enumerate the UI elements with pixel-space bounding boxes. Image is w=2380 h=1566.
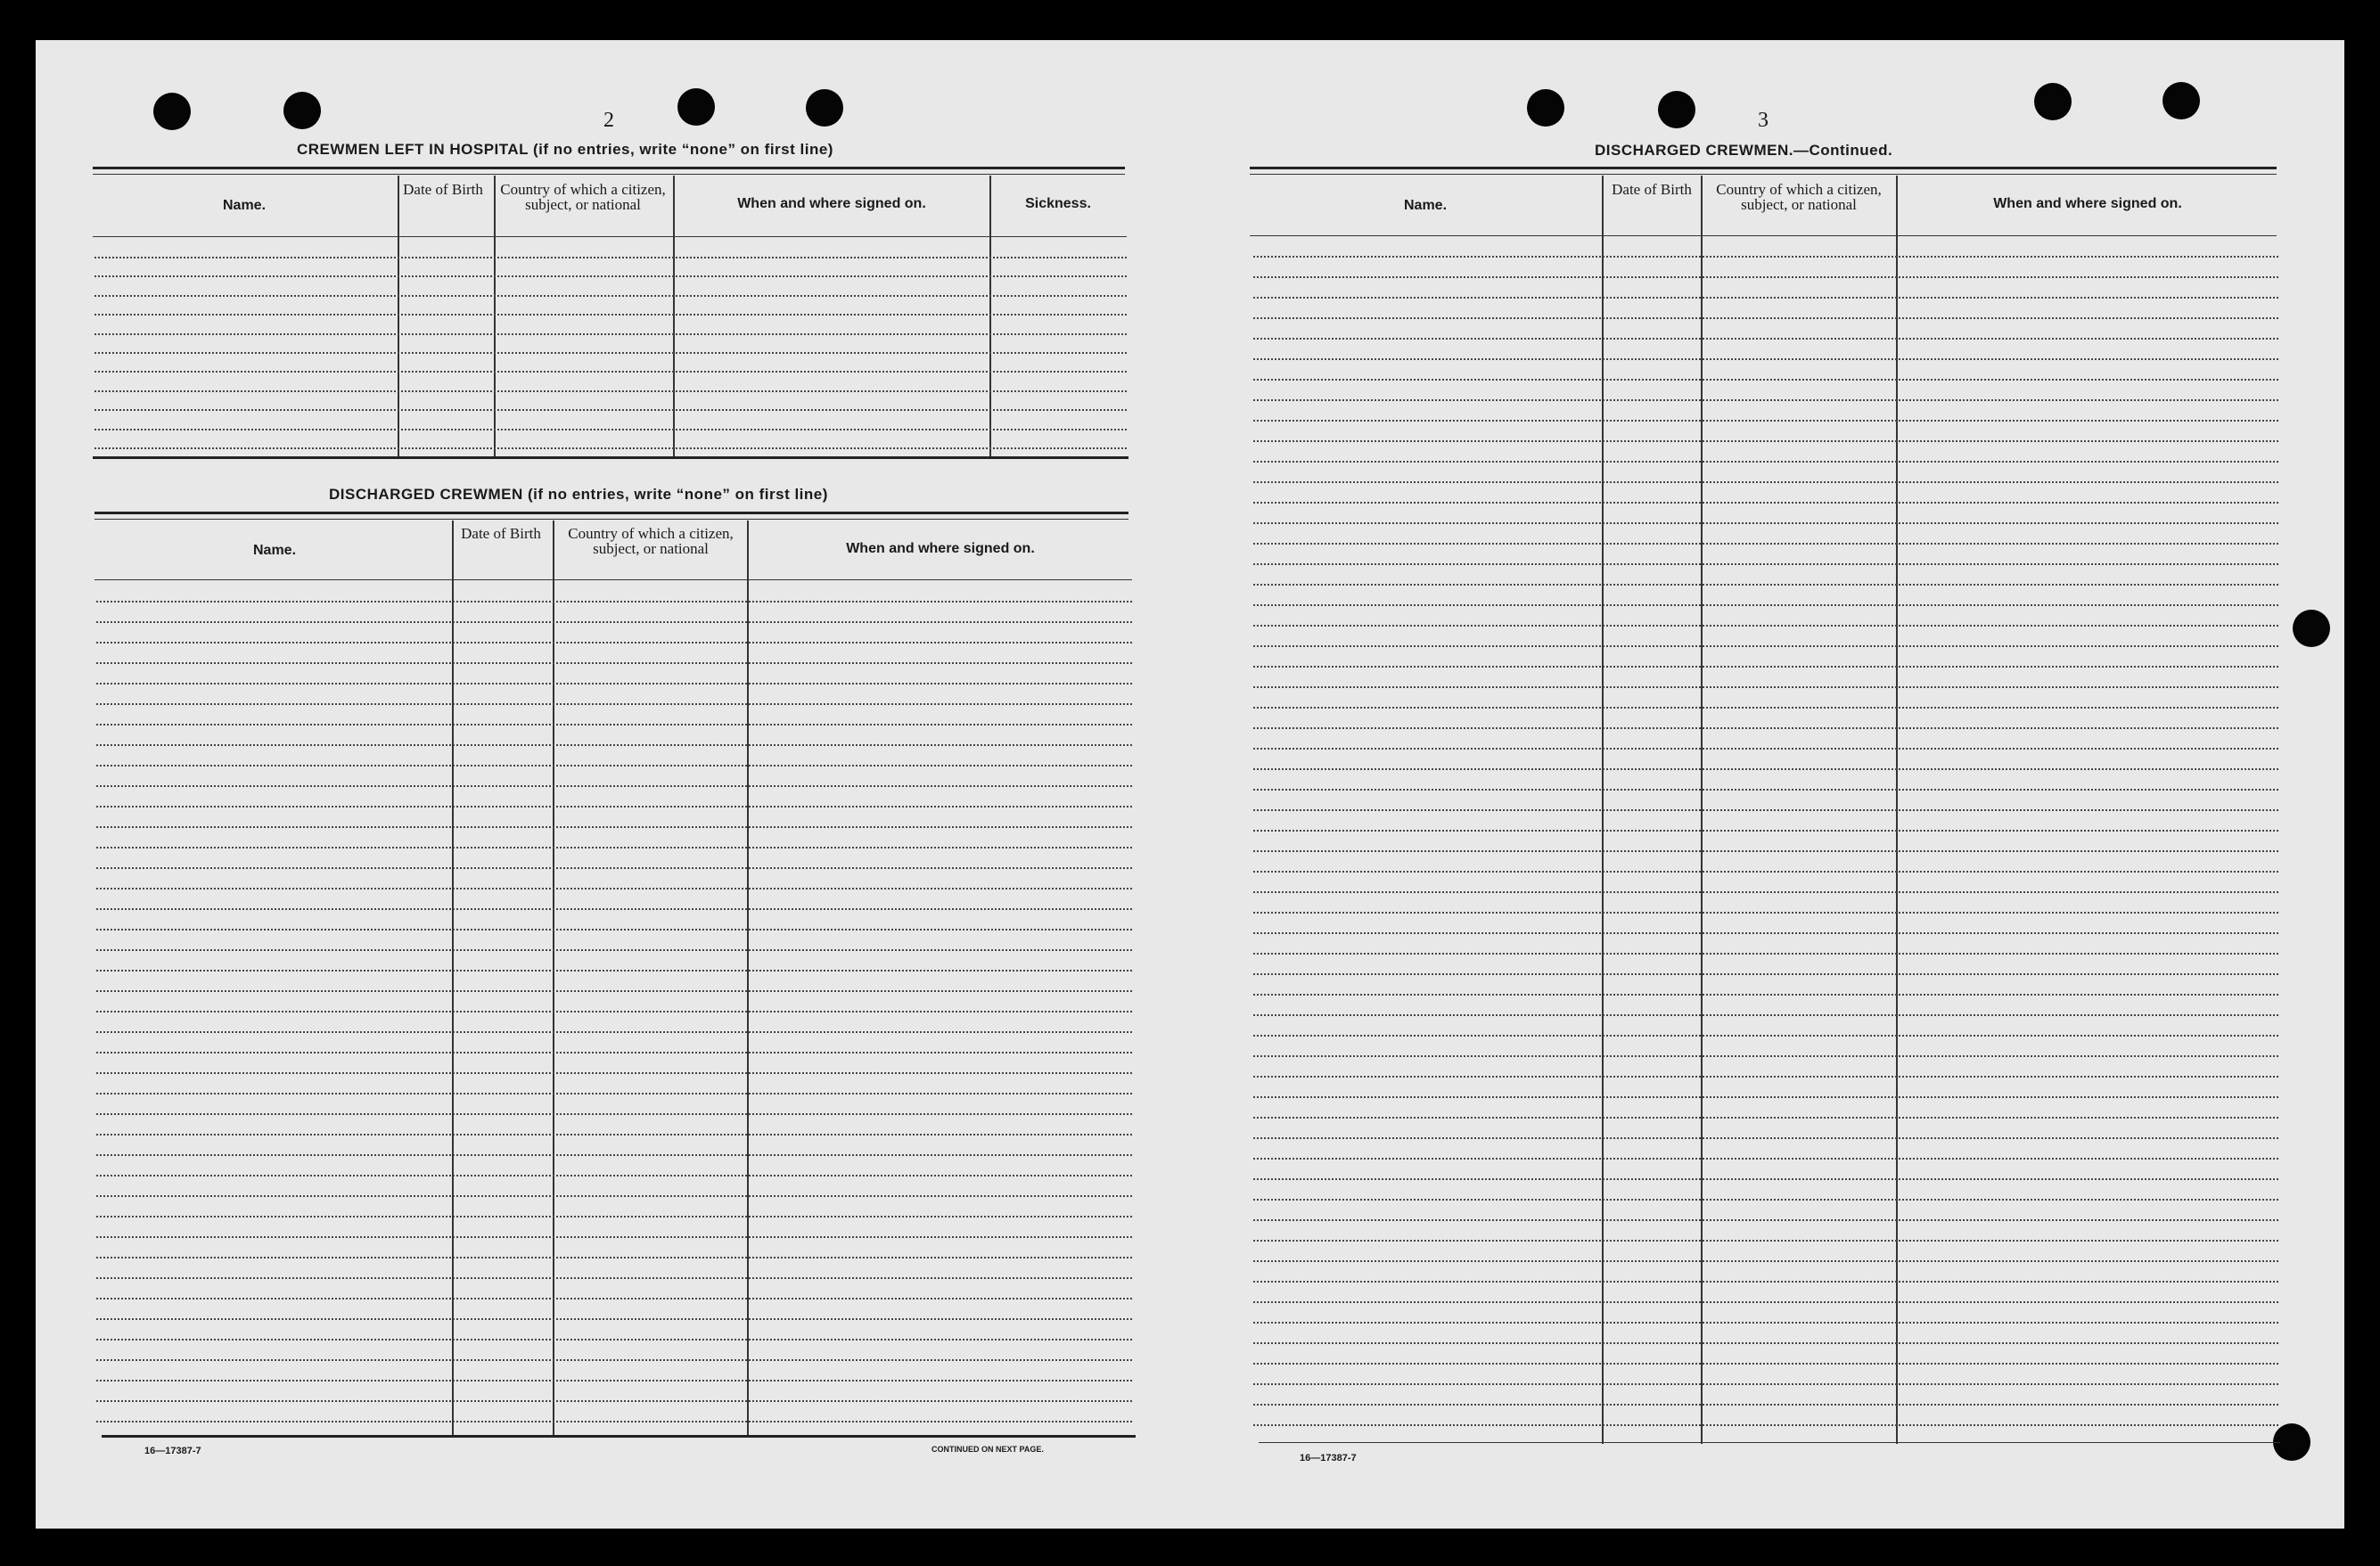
continued-row-line: [1253, 563, 2278, 565]
discharged-row-line: [96, 765, 1132, 767]
continued-row-line: [1253, 994, 2278, 996]
continued-row-line: [1253, 297, 2278, 299]
continued-row-line: [1253, 953, 2278, 955]
hospital-col-divider: [494, 176, 496, 459]
discharged-row-line: [96, 888, 1132, 890]
discharged-row-line: [96, 949, 1132, 951]
continued-row-line: [1253, 276, 2278, 278]
continued-row-line: [1253, 973, 2278, 975]
hospital-top-rule: [93, 167, 1125, 169]
discharged-row-line: [96, 683, 1132, 685]
continued-col-country: Country of which a citizen, subject, or national: [1716, 181, 1882, 213]
discharged-col-signed: When and where signed on.: [846, 541, 1035, 556]
continued-row-line: [1253, 399, 2278, 401]
discharged-col-dob: Date of Birth: [461, 525, 541, 542]
continued-row-line: [1253, 522, 2278, 524]
continued-row-line: [1253, 666, 2278, 668]
continued-row-line: [1253, 1260, 2278, 1262]
continued-row-line: [1253, 1301, 2278, 1303]
discharged-row-line: [96, 1400, 1132, 1402]
discharged-row-line: [96, 1339, 1132, 1341]
continued-row-line: [1253, 1035, 2278, 1037]
hospital-row-line: [94, 371, 1127, 373]
discharged-col-divider: [553, 521, 554, 1438]
continued-row-line: [1253, 1219, 2278, 1221]
discharged-row-line: [96, 1154, 1132, 1156]
punch-hole: [677, 88, 715, 126]
discharged-row-line: [96, 662, 1132, 664]
continued-row-line: [1253, 645, 2278, 647]
document-sheet: [36, 40, 2344, 1529]
continued-row-line: [1253, 481, 2278, 483]
continued-row-line: [1253, 768, 2278, 770]
hospital-row-line: [94, 352, 1127, 354]
continued-row-line: [1253, 1055, 2278, 1057]
hospital-row-line: [94, 409, 1127, 411]
continued-top-rule-inner: [1250, 174, 2277, 175]
continued-row-line: [1253, 317, 2278, 319]
continued-row-line: [1253, 727, 2278, 729]
discharged-row-line: [96, 990, 1132, 992]
continued-row-line: [1253, 1014, 2278, 1016]
discharged-row-line: [96, 785, 1132, 787]
hospital-col-country: Country of which a citizen, subject, or national: [500, 181, 666, 213]
discharged-row-line: [96, 1359, 1132, 1361]
hospital-col-divider: [673, 176, 675, 459]
continued-row-line: [1253, 830, 2278, 832]
continued-row-line: [1253, 1137, 2278, 1139]
hospital-col-sickness: Sickness.: [1025, 196, 1091, 211]
discharged-row-line: [96, 847, 1132, 849]
continued-row-line: [1253, 543, 2278, 545]
hospital-row-line: [94, 275, 1127, 277]
continued-row-line: [1253, 1322, 2278, 1324]
discharged-row-line: [96, 929, 1132, 931]
discharged-row-line: [96, 601, 1132, 603]
continued-row-line: [1253, 1199, 2278, 1201]
discharged-row-line: [96, 908, 1132, 910]
discharged-row-line: [96, 806, 1132, 808]
punch-hole: [1658, 91, 1695, 128]
hospital-row-line: [94, 429, 1127, 430]
continued-header-rule: [1250, 235, 2277, 236]
form-number: 16—17387-7: [144, 1446, 201, 1456]
continued-note: CONTINUED ON NEXT PAGE.: [931, 1445, 1044, 1454]
punch-hole: [283, 92, 321, 129]
punch-hole: [1527, 89, 1564, 127]
continued-row-line: [1253, 932, 2278, 934]
continued-bottom-rule: [1259, 1442, 2280, 1443]
hospital-row-line: [94, 314, 1127, 316]
hospital-col-signed: When and where signed on.: [737, 196, 926, 211]
hospital-row-line: [94, 257, 1127, 258]
continued-row-line: [1253, 604, 2278, 606]
continued-row-line: [1253, 420, 2278, 422]
page-number: 2: [603, 109, 614, 132]
discharged-header-rule: [94, 579, 1132, 580]
hospital-col-dob: Date of Birth: [403, 181, 483, 198]
continued-row-line: [1253, 1096, 2278, 1098]
hospital-row-line: [94, 390, 1127, 392]
continued-row-line: [1253, 1158, 2278, 1160]
discharged-bottom-rule: [102, 1435, 1136, 1438]
discharged-row-line: [96, 1031, 1132, 1033]
continued-row-line: [1253, 891, 2278, 893]
discharged-row-line: [96, 1175, 1132, 1177]
hospital-bottom-rule: [93, 456, 1128, 459]
discharged-row-line: [96, 826, 1132, 828]
discharged-row-line: [96, 642, 1132, 644]
hospital-row-line: [94, 447, 1127, 449]
discharged-row-line: [96, 867, 1132, 869]
discharged-row-line: [96, 1052, 1132, 1054]
continued-row-line: [1253, 379, 2278, 381]
discharged-row-line: [96, 1236, 1132, 1238]
continued-row-line: [1253, 707, 2278, 709]
discharged-col-name: Name.: [252, 543, 297, 558]
discharged-row-line: [96, 1011, 1132, 1013]
continued-row-line: [1253, 850, 2278, 852]
hospital-header-rule: [93, 236, 1127, 237]
discharged-row-line: [96, 1216, 1132, 1218]
continued-row-line: [1253, 1342, 2278, 1344]
continued-row-line: [1253, 584, 2278, 586]
hospital-col-name: Name.: [222, 198, 267, 213]
page-number: 3: [1758, 109, 1769, 132]
continued-row-line: [1253, 1178, 2278, 1180]
continued-row-line: [1253, 1383, 2278, 1385]
continued-row-line: [1253, 440, 2278, 442]
continued-row-line: [1253, 1117, 2278, 1119]
discharged-top-rule: [94, 512, 1128, 514]
discharged-row-line: [96, 744, 1132, 746]
continued-row-line: [1253, 256, 2278, 258]
continued-row-line: [1253, 502, 2278, 504]
discharged-continued-title: DISCHARGED CREWMEN.—Continued.: [1595, 142, 1893, 159]
continued-row-line: [1253, 686, 2278, 688]
punch-hole: [2293, 610, 2330, 647]
continued-row-line: [1253, 338, 2278, 340]
discharged-row-line: [96, 1421, 1132, 1423]
discharged-row-line: [96, 1134, 1132, 1136]
hospital-col-divider: [989, 176, 991, 459]
continued-row-line: [1253, 461, 2278, 463]
discharged-row-line: [96, 1093, 1132, 1095]
hospital-row-line: [94, 333, 1127, 335]
punch-hole: [153, 93, 191, 130]
discharged-row-line: [96, 1277, 1132, 1279]
discharged-row-line: [96, 703, 1132, 705]
discharged-col-country: Country of which a citizen, subject, or national: [568, 525, 734, 557]
continued-col-dob: Date of Birth: [1612, 181, 1692, 198]
continued-row-line: [1253, 1076, 2278, 1078]
discharged-row-line: [96, 1318, 1132, 1320]
punch-hole: [806, 89, 843, 127]
continued-row-line: [1253, 1281, 2278, 1283]
hospital-top-rule-inner: [93, 174, 1125, 175]
discharged-section-title: DISCHARGED CREWMEN (if no entries, write “none” on first line): [329, 486, 828, 503]
continued-row-line: [1253, 871, 2278, 873]
continued-row-line: [1253, 1424, 2278, 1426]
discharged-row-line: [96, 1380, 1132, 1382]
continued-row-line: [1253, 1240, 2278, 1242]
discharged-row-line: [96, 1257, 1132, 1259]
discharged-row-line: [96, 1298, 1132, 1300]
discharged-row-line: [96, 970, 1132, 972]
continued-row-line: [1253, 358, 2278, 360]
hospital-section-title: CREWMEN LEFT IN HOSPITAL (if no entries, write “none” on first line): [297, 141, 833, 158]
continued-row-line: [1253, 789, 2278, 791]
form-number: 16—17387-7: [1300, 1453, 1357, 1464]
continued-row-line: [1253, 625, 2278, 627]
continued-row-line: [1253, 748, 2278, 750]
discharged-col-divider: [747, 521, 749, 1438]
continued-row-line: [1253, 912, 2278, 914]
discharged-row-line: [96, 1113, 1132, 1115]
discharged-row-line: [96, 1195, 1132, 1197]
punch-hole: [2034, 83, 2072, 120]
continued-row-line: [1253, 1404, 2278, 1406]
punch-hole: [2163, 82, 2200, 119]
hospital-row-line: [94, 295, 1127, 297]
continued-top-rule: [1250, 167, 2277, 169]
continued-col-signed: When and where signed on.: [1993, 196, 2182, 211]
discharged-row-line: [96, 1072, 1132, 1074]
discharged-col-divider: [452, 521, 454, 1438]
continued-row-line: [1253, 1363, 2278, 1365]
continued-col-name: Name.: [1403, 198, 1448, 213]
continued-row-line: [1253, 809, 2278, 811]
hospital-col-divider: [398, 176, 399, 459]
discharged-row-line: [96, 724, 1132, 726]
discharged-top-rule-inner: [94, 519, 1128, 520]
discharged-row-line: [96, 621, 1132, 623]
